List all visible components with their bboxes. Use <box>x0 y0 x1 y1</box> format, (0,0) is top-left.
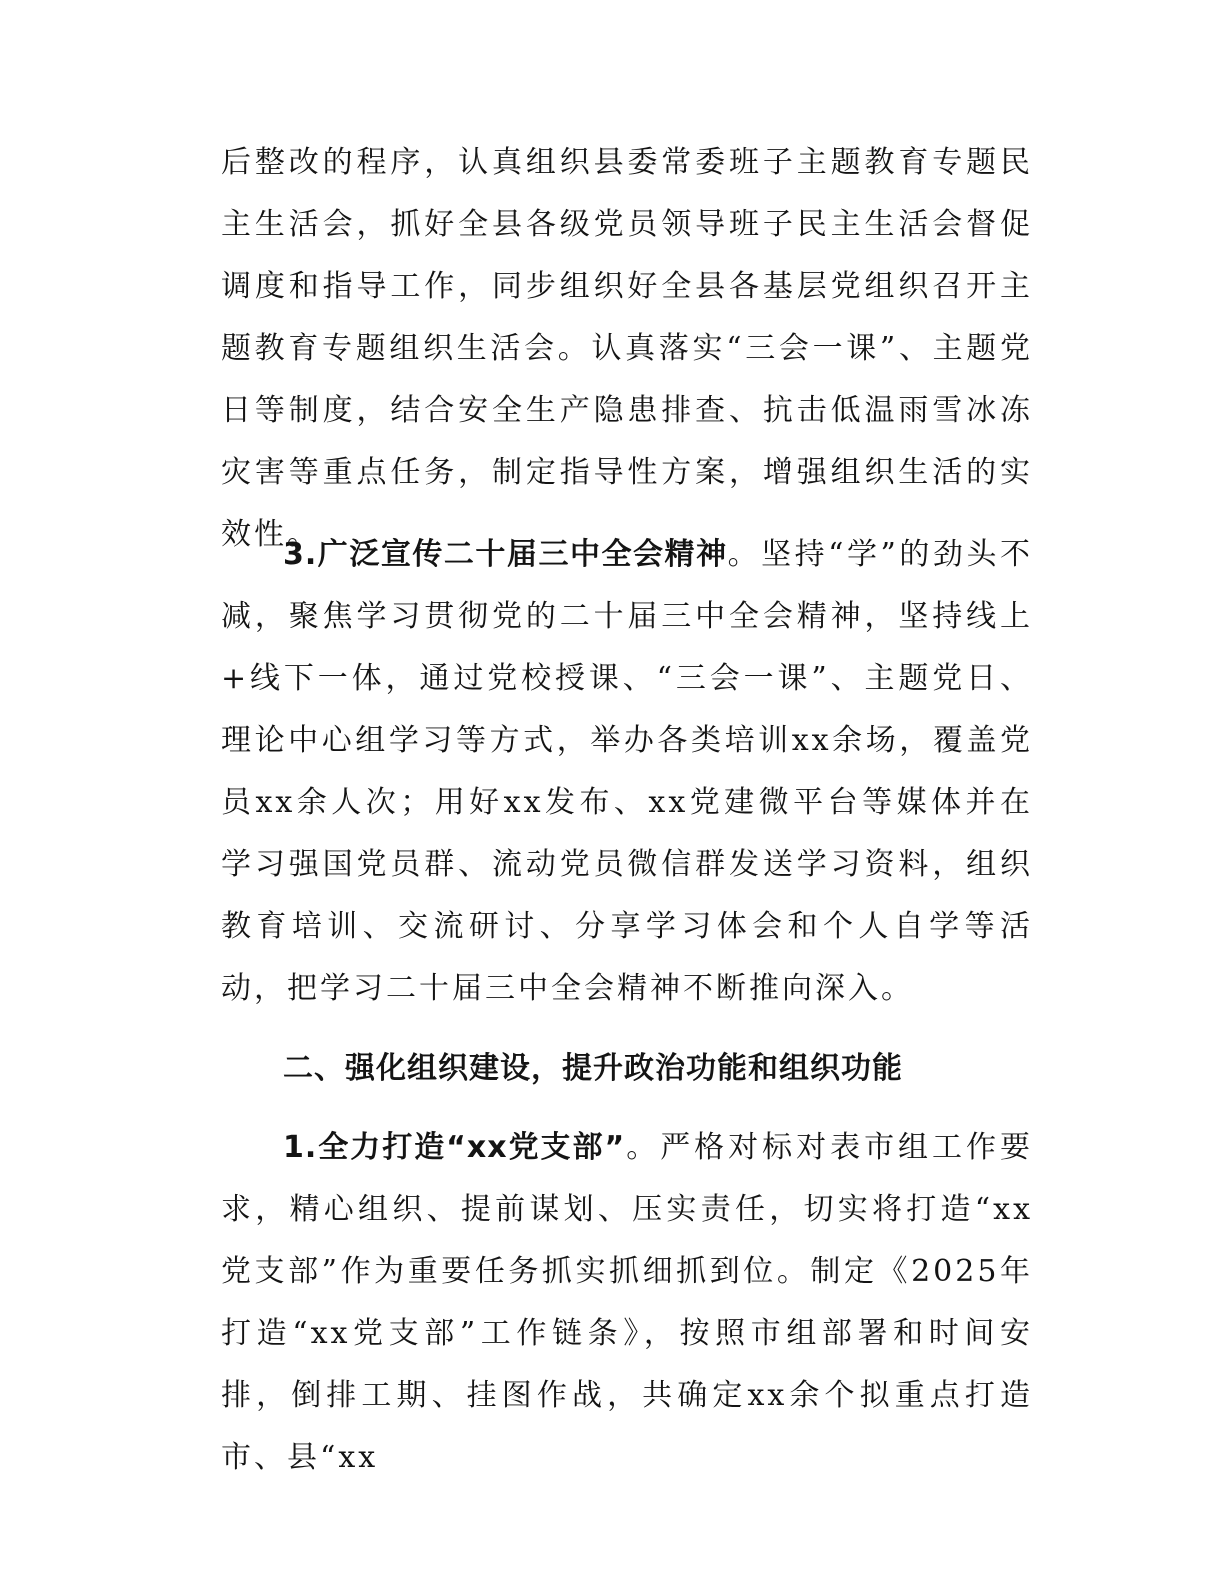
paragraph-continuation <box>221 132 1033 566</box>
paragraph-party-branch <box>221 1117 1033 1489</box>
paragraph-text: 后整改的程序，认真组织县委常委班子主题教育专题民主生活会，抓好全县各级党员领导班子民主生活会督促调度和指导工作，同步组织好全县各基层党组织召开主题教育专题组织生活会。认真落实“三会一课”、主题党日等制度，结合安全生产隐患排查、抗击低温雨雪冰冻灾害等重点任务，制定指导性方案，增强组织生活的实效性。 <box>221 145 1033 552</box>
section-heading: 二、强化组织建设，提升政治功能和组织功能 <box>283 1051 903 1086</box>
paragraph-lead-title: 1.全力打造“xx党支部” <box>283 1130 626 1165</box>
paragraph-propaganda <box>221 524 1033 1020</box>
paragraph-text: 。严格对标对表市组工作要求，精心组织、提前谋划、压实责任，切实将打造“xx党支部”作为重要任务抓实抓细抓到位。制定《2025年打造“xx党支部”工作链条》，按照市组部署和时间安排，倒排工期、挂图作战，共确定xx余个拟重点打造市、县“xx <box>221 1130 1034 1475</box>
paragraph-text: 。坚持“学”的劲头不减，聚焦学习贯彻党的二十届三中全会精神，坚持线上+线下一体，通过党校授课、“三会一课”、主题党日、理论中心组学习等方式，举办各类培训xx余场，覆盖党员xx余人次；用好xx发布、xx党建微平台等媒体并在学习强国党员群、流动党员微信群发送学习资料，组织教育培训、交流研讨、分享学习体会和个人自学等活动，把学习二十届三中全会精神不断推向深入。 <box>221 537 1033 1006</box>
paragraph-lead-title: 3.广泛宣传二十届三中全会精神 <box>283 537 728 572</box>
